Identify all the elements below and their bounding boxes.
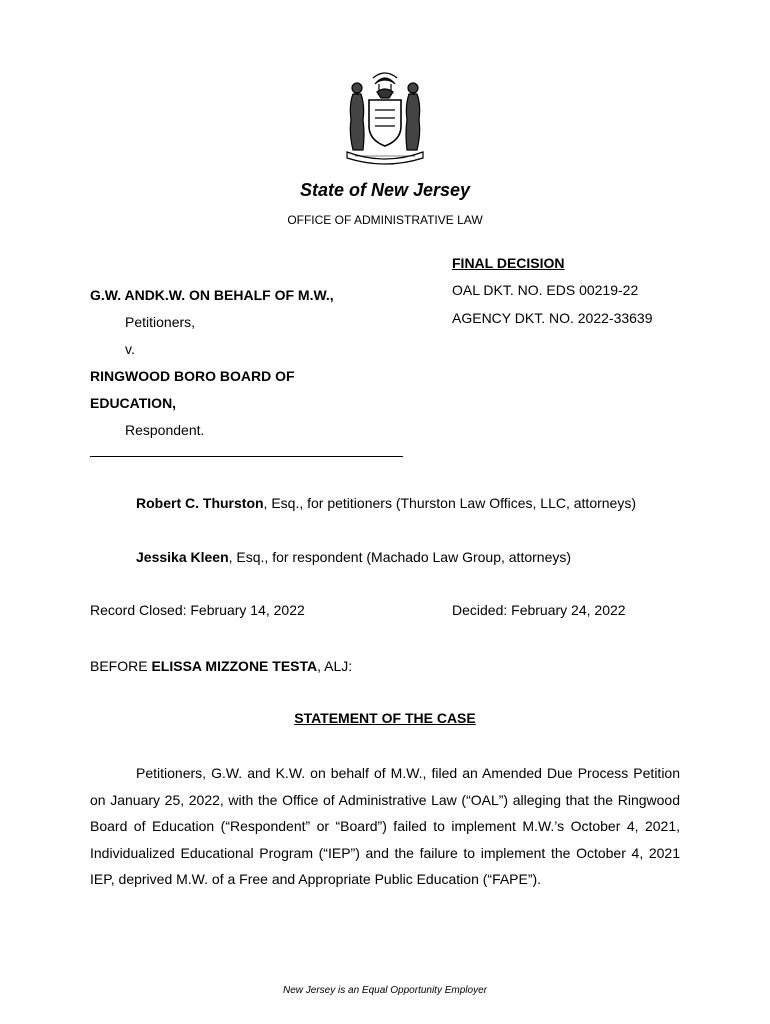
office-name: OFFICE OF ADMINISTRATIVE LAW <box>287 213 483 227</box>
state-seal-image <box>339 70 431 166</box>
versus-label: v. <box>125 341 135 357</box>
judge-name: ELISSA MIZZONE TESTA <box>151 658 318 674</box>
statement-paragraph: Petitioners, G.W. and K.W. on behalf of M.W., filed an Amended Due Process Petition on January 25, 2022, with the Office of Administrative Law (“OAL”) alleging that the Ringwood Board of Education (“Respondent” or “Board”) failed to implement M.W.’s October 4, 2021, Individualized Educational Program (“IEP”) and the failure to implement the October 4, 2021 IEP, deprived M.W. of a Free and Appropriate Public Education (“FAPE”). <box>90 765 680 888</box>
respondent-name-line1: RINGWOOD BORO BOARD OF <box>90 368 295 384</box>
final-decision-label: FINAL DECISION <box>452 255 565 271</box>
before-judge-line <box>90 658 352 674</box>
petitioners-role: Petitioners, <box>125 314 196 330</box>
counsel-details: , Esq., for petitioners (Thurston Law Offices, LLC, attorneys) <box>263 495 637 511</box>
respondent-name-line2: EDUCATION, <box>90 395 177 411</box>
oal-docket-number: OAL DKT. NO. EDS 00219-22 <box>452 282 639 298</box>
decided-date: Decided: February 24, 2022 <box>452 602 626 618</box>
petitioners-name: G.W. ANDK.W. ON BEHALF OF M.W., <box>90 287 334 303</box>
state-title: State of New Jersey <box>299 180 471 200</box>
record-closed-date: Record Closed: February 14, 2022 <box>90 602 305 618</box>
page-footer: New Jersey is an Equal Opportunity Employer <box>283 985 487 996</box>
counsel-name: Robert C. Thurston <box>136 495 264 511</box>
counsel-respondent <box>136 549 571 565</box>
respondent-role: Respondent. <box>125 422 205 438</box>
counsel-name: Jessika Kleen <box>136 549 229 565</box>
counsel-petitioners <box>136 495 636 511</box>
statement-heading: STATEMENT OF THE CASE <box>294 710 476 726</box>
before-suffix: , ALJ: <box>317 658 353 674</box>
caption-divider <box>90 456 403 457</box>
agency-docket-number: AGENCY DKT. NO. 2022-33639 <box>452 310 653 326</box>
before-prefix: BEFORE <box>90 658 152 674</box>
counsel-details: , Esq., for respondent (Machado Law Group, attorneys) <box>228 549 572 565</box>
case-caption <box>90 282 420 444</box>
